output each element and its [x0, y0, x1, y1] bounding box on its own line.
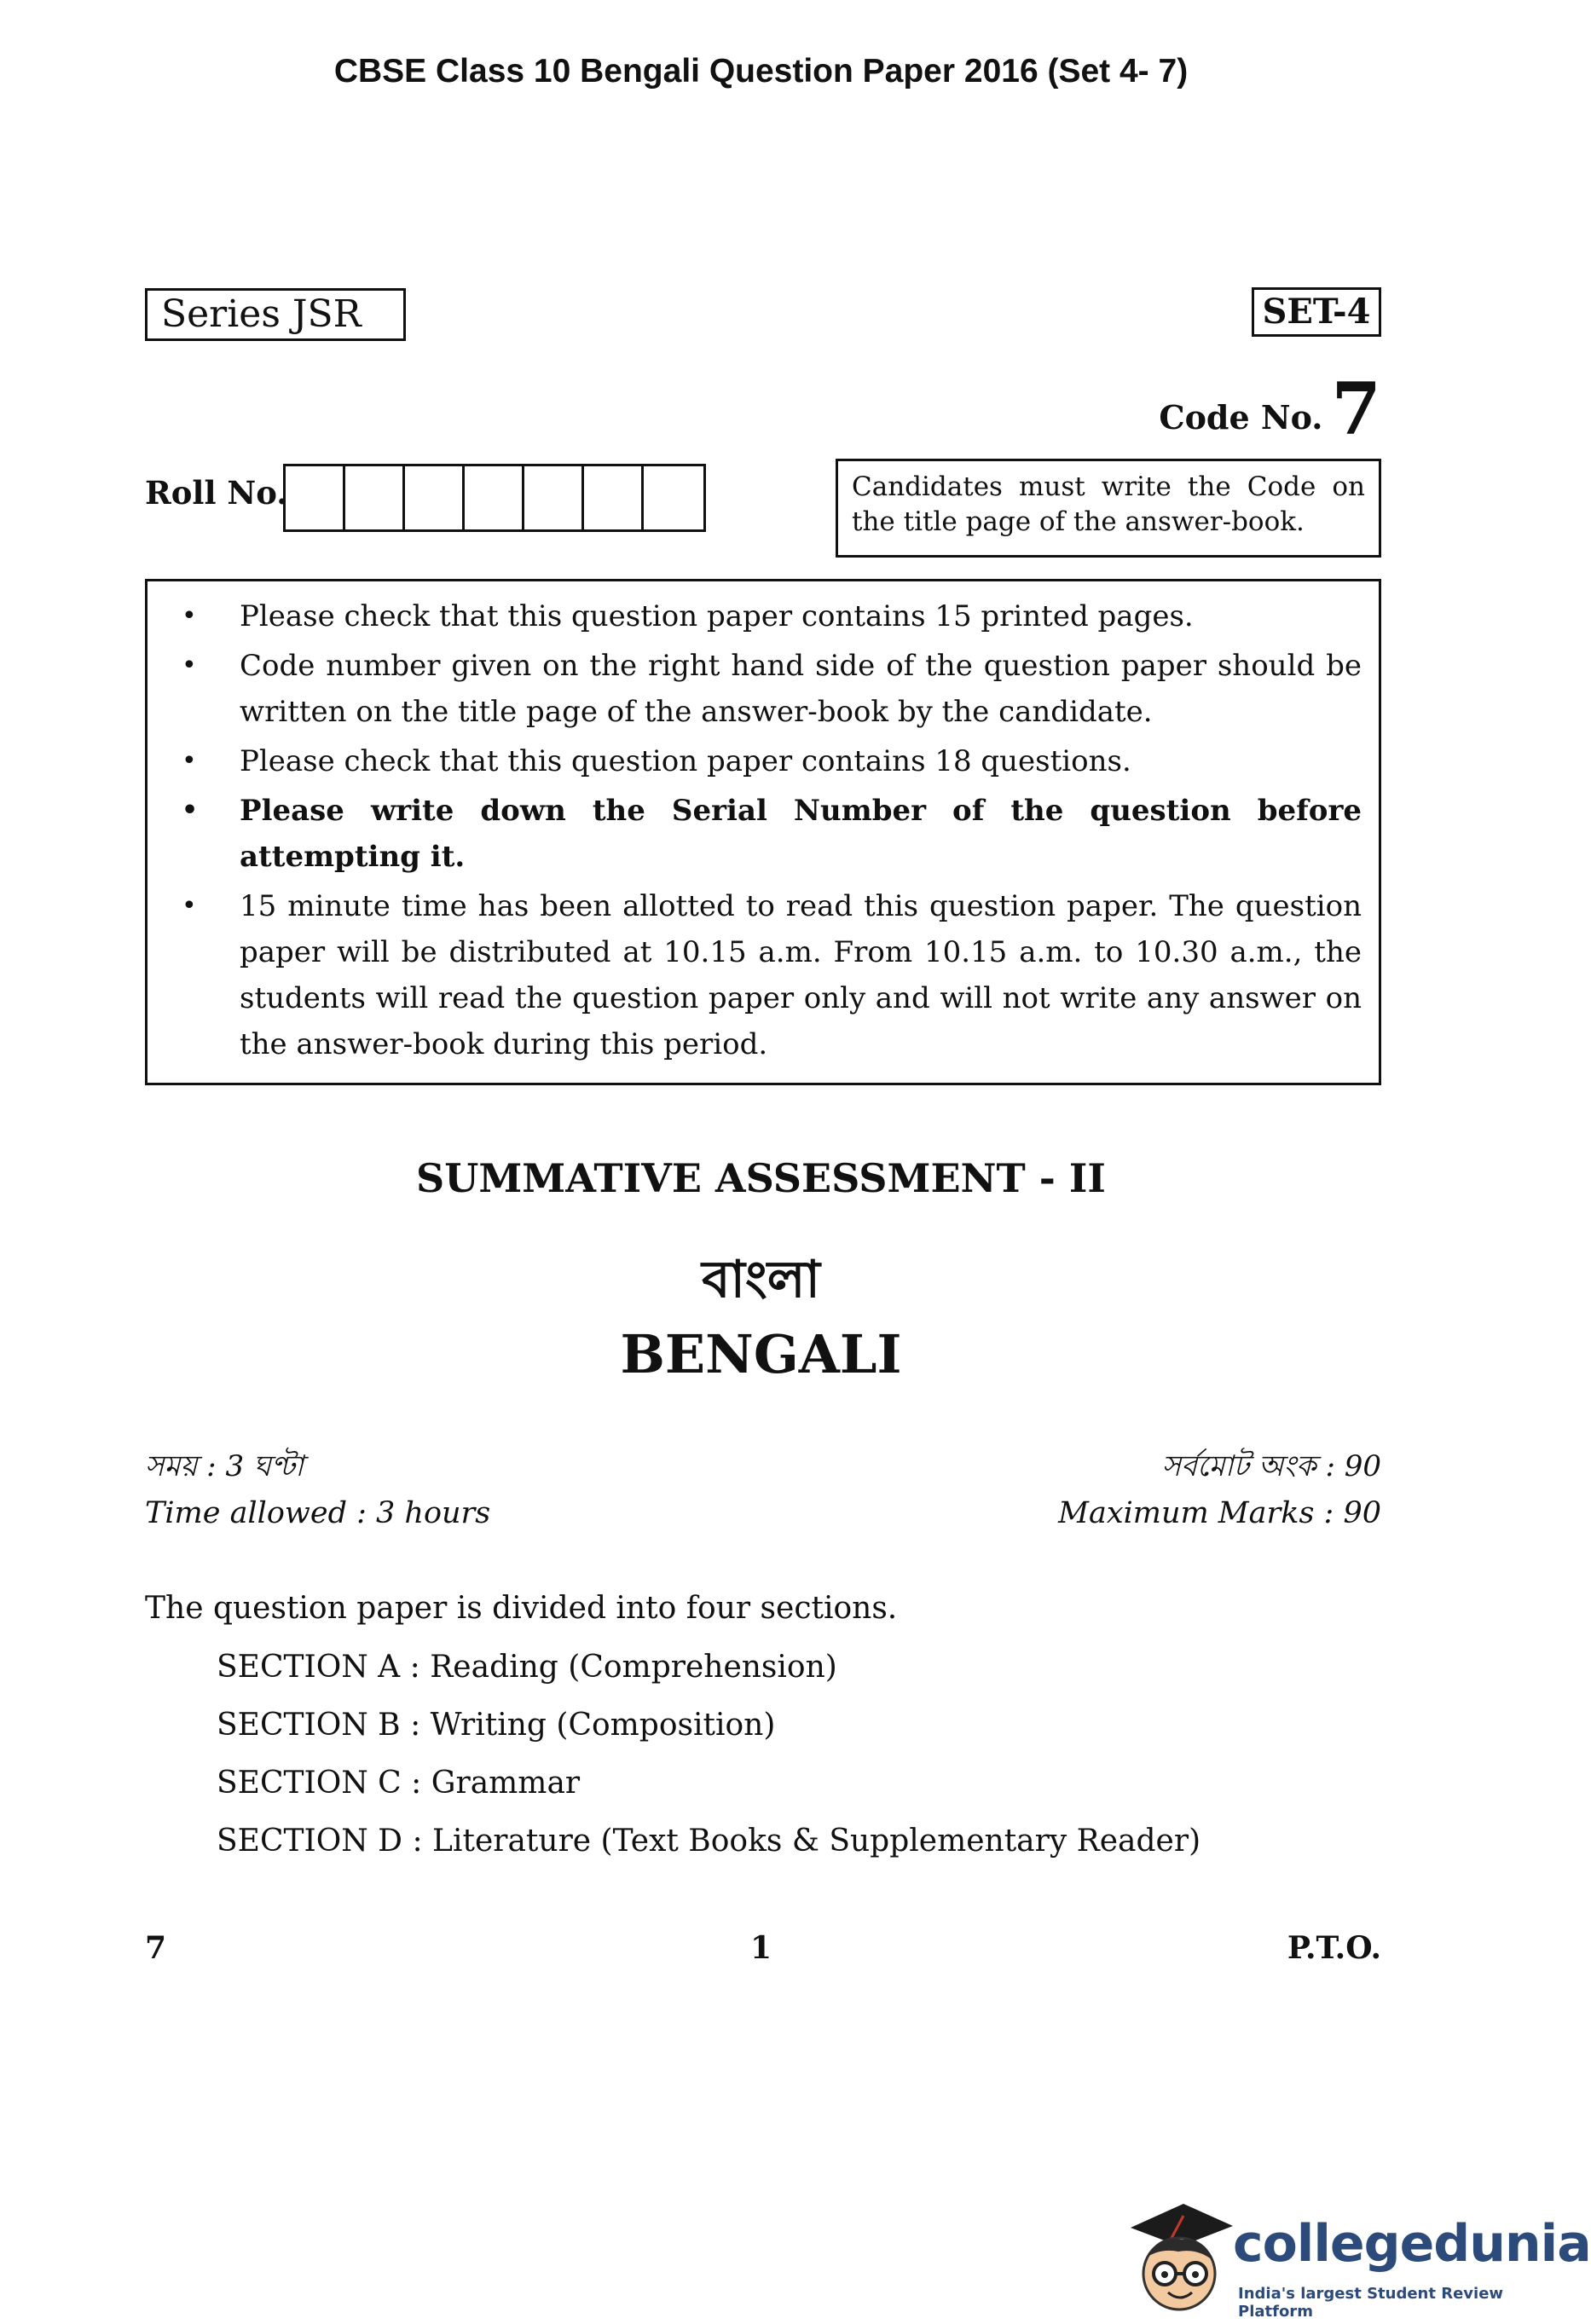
roll-number-cell[interactable] — [286, 466, 345, 529]
set-box: SET-4 — [1252, 287, 1381, 337]
roll-number-cell[interactable] — [584, 466, 644, 529]
footer-page-number: 1 — [749, 1930, 772, 1966]
time-allowed: Time allowed : 3 hours — [145, 1496, 491, 1530]
instruction-text: 15 minute time has been allotted to read this question paper. The question paper will be distributed at 10.15 a.m. From 10.15 a.m. to 10.30 a.m., the students will read the question paper only and will not write any answer on the answer-book during this period. — [240, 889, 1362, 1061]
roll-number-cell[interactable] — [405, 466, 465, 529]
bullet-icon: • — [182, 891, 197, 921]
maximum-marks-bengali: সর্বমোট অংক : 90 — [1161, 1449, 1381, 1483]
roll-number-cell[interactable] — [644, 466, 703, 529]
section-item: SECTION D : Literature (Text Books & Supplementary Reader) — [217, 1824, 1201, 1859]
bullet-icon: • — [182, 601, 197, 631]
sections-list — [217, 1650, 1200, 1882]
bullet-icon: • — [182, 650, 197, 680]
footer-pto: P.T.O. — [1287, 1930, 1381, 1966]
code-value: 7 — [1331, 367, 1381, 451]
instruction-item — [165, 593, 1362, 639]
candidate-note: Candidates must write the Code on the title page of the answer-book. — [836, 459, 1381, 558]
instruction-item — [165, 738, 1362, 784]
section-item: SECTION A : Reading (Comprehension) — [217, 1650, 837, 1685]
roll-number-boxes — [283, 464, 706, 532]
assessment-title: SUMMATIVE ASSESSMENT - II — [416, 1155, 1106, 1201]
roll-number-label: Roll No. — [145, 474, 288, 512]
time-allowed-bengali: সময় : 3 ঘণ্টা — [145, 1449, 304, 1483]
subject-english: BENGALI — [620, 1323, 902, 1385]
series-box: Series JSR — [145, 288, 406, 341]
mascot-logo-icon — [1124, 2195, 1235, 2319]
instruction-item — [165, 788, 1362, 880]
roll-number-cell[interactable] — [345, 466, 405, 529]
maximum-marks: Maximum Marks : 90 — [1058, 1496, 1381, 1530]
instruction-text: Please check that this question paper contains 15 printed pages. — [240, 599, 1194, 633]
footer-code: 7 — [145, 1930, 167, 1966]
code-label: Code No. — [1159, 398, 1323, 436]
instruction-text: Please check that this question paper contains 18 questions. — [240, 744, 1131, 778]
section-item: SECTION B : Writing (Composition) — [217, 1708, 776, 1743]
bullet-icon: • — [182, 746, 197, 776]
instruction-item — [165, 883, 1362, 1067]
document-header-title: CBSE Class 10 Bengali Question Paper 2016 (Set 4- 7) — [333, 53, 1189, 90]
roll-number-cell[interactable] — [524, 466, 584, 529]
section-item: SECTION C : Grammar — [217, 1766, 581, 1801]
sections-intro: The question paper is divided into four sections. — [145, 1591, 898, 1626]
brand-tagline: India's largest Student Review Platform — [1238, 2285, 1504, 2321]
roll-number-cell[interactable] — [465, 466, 524, 529]
brand-logo-text: collegedunia — [1233, 2214, 1591, 2274]
instruction-text: Please write down the Serial Number of the question before attempting it. — [240, 794, 1362, 874]
code-number — [1159, 367, 1381, 451]
subject-bengali: বাংলা — [702, 1250, 820, 1309]
bullet-icon: • — [182, 795, 199, 825]
instruction-text: Code number given on the right hand side of the question paper should be written on the title page of the answer-book by the candidate. — [240, 649, 1362, 729]
instructions-box — [145, 579, 1381, 1085]
instruction-item — [165, 643, 1362, 735]
